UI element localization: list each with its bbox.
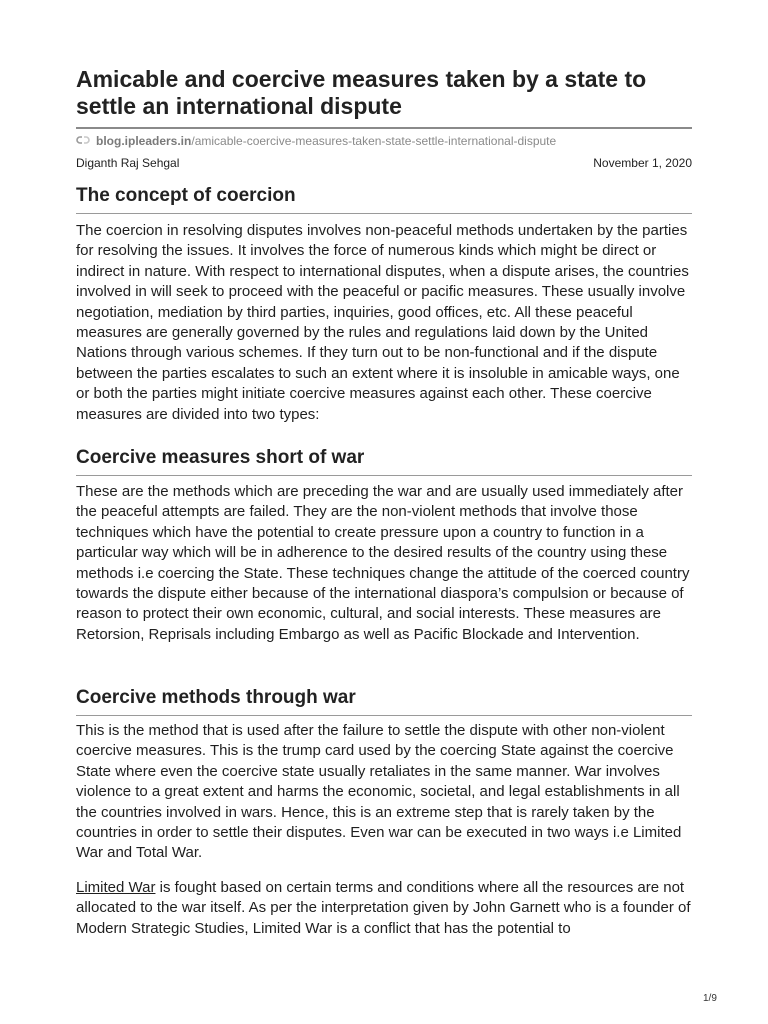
section-paragraph: The coercion in resolving disputes involves non-peaceful methods undertaken by the parties for resolving the issues. It involves the force of numerous kinds which might be direct or indirect in nature. With respect to international disputes, when a dispute arises, the countries involved in will seek to proceed with the peaceful or pacific measures. These usually involve negotiation, mediation by third parties, inquiries, good offices, etc. All these peaceful measures are generally governed by the rules and regulations laid down by the United Nations through various schemes. If they turn out to be non-functional and if the dispute between the parties escalates to such an extent where it is insoluble in amicable ways, one or both the parties might initiate coercive measures against each other. These coercive measures are divided into two types: xyxy=(76,222,689,423)
section-paragraph: These are the methods which are preceding the war and are usually used immediately after the peaceful attempts are failed. They are the non-violent methods that involve those techniques which have the potential to create pressure upon a country to function in a particular way which will be in adherence to the desired results of the country using these methods i.e coercing the State. These techniques change the attitude of the coerced country towards the dispute either because of the international diaspora’s compulsion or because of reason to protect their own economic, cultural, and social interests. These measures are Retorsion, Reprisals including Embargo as well as Pacific Blockade and Intervention. xyxy=(76,483,690,643)
section-divider xyxy=(76,213,692,214)
author-name: Diganth Raj Sehgal xyxy=(76,156,180,170)
page-number: 1/9 xyxy=(703,993,717,1004)
source-url[interactable] xyxy=(76,134,692,148)
article-title: Amicable and coercive measures taken by a state to settle an international dispute xyxy=(76,66,647,119)
article-meta xyxy=(76,156,692,170)
section-divider xyxy=(76,475,692,476)
limited-war-paragraph xyxy=(76,878,692,939)
source-path[interactable]: /amicable-coercive-measures-taken-state-settle-international-dispute xyxy=(191,134,557,148)
section-heading: The concept of coercion xyxy=(76,185,296,206)
title-divider xyxy=(76,127,692,129)
section-divider xyxy=(76,715,692,716)
limited-war-link[interactable]: Limited War xyxy=(76,879,156,896)
link-icon xyxy=(76,134,90,146)
limited-war-text: is fought based on certain terms and conditions where all the resources are not allocated to the war itself. As per the interpretation given by John Garnett who is a founder of Modern Strategic Studies, Limited War is a conflict that has the potential to xyxy=(76,879,691,937)
section-heading: Coercive measures short of war xyxy=(76,447,365,468)
section-paragraph: This is the method that is used after the failure to settle the dispute with other non-violent coercive measures. This is the trump card used by the coercing State against the coercive State where even the coercive state usually retaliates in the same manner. War involves violence to a great extent and harms the economic, societal, and legal establishments in all the countries involved in wars. Hence, this is an extreme step that is rarely taken by the countries in order to settle their disputes. Even war can be executed in two ways i.e Limited War and Total War. xyxy=(76,722,682,862)
source-domain[interactable]: blog.ipleaders.in xyxy=(96,134,192,148)
publish-date: November 1, 2020 xyxy=(593,156,692,170)
section-heading: Coercive methods through war xyxy=(76,687,356,708)
